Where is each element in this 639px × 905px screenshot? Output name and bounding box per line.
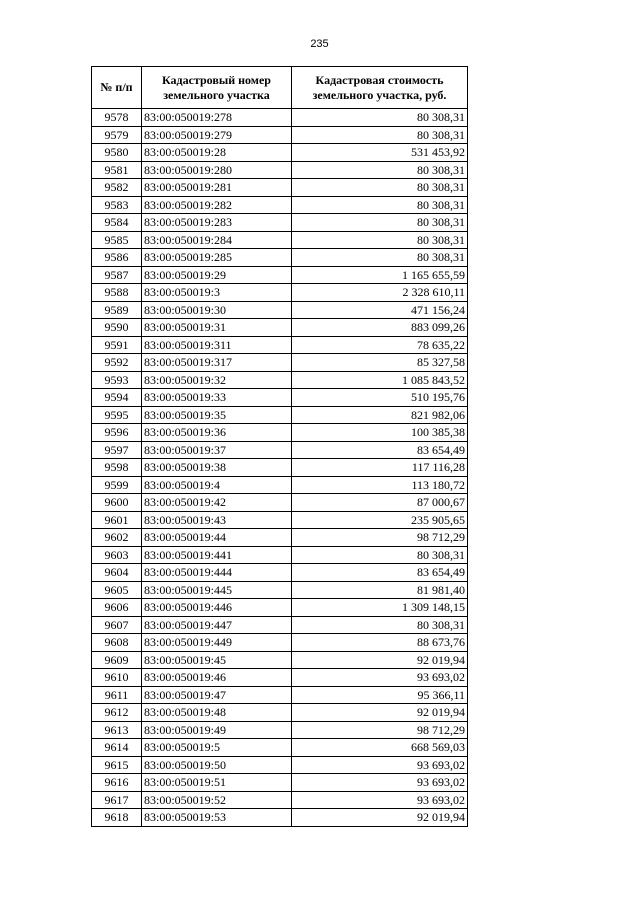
cadastral-number-cell: 83:00:050019:38 [142, 459, 292, 477]
cadastral-number-cell: 83:00:050019:47 [142, 686, 292, 704]
row-number-cell: 9608 [92, 634, 142, 652]
row-number-cell: 9616 [92, 774, 142, 792]
cadastral-value-cell: 80 308,31 [292, 109, 468, 127]
cadastral-number-cell: 83:00:050019:52 [142, 791, 292, 809]
cadastral-number-cell: 83:00:050019:317 [142, 354, 292, 372]
table-row [92, 266, 468, 284]
row-number-cell: 9590 [92, 319, 142, 337]
cadastral-value-cell: 83 654,49 [292, 441, 468, 459]
cadastral-number-cell: 83:00:050019:311 [142, 336, 292, 354]
table-row [92, 284, 468, 302]
cadastral-number-cell: 83:00:050019:445 [142, 581, 292, 599]
table-row [92, 791, 468, 809]
row-number-cell: 9599 [92, 476, 142, 494]
cadastral-value-cell: 510 195,76 [292, 389, 468, 407]
table-row [92, 616, 468, 634]
cadastral-value-cell: 93 693,02 [292, 791, 468, 809]
table-row [92, 214, 468, 232]
row-number-cell: 9586 [92, 249, 142, 267]
cadastral-value-cell: 2 328 610,11 [292, 284, 468, 302]
cadastral-number-cell: 83:00:050019:43 [142, 511, 292, 529]
cadastral-number-cell: 83:00:050019:446 [142, 599, 292, 617]
row-number-cell: 9592 [92, 354, 142, 372]
table-row [92, 371, 468, 389]
table-row [92, 721, 468, 739]
table-row [92, 441, 468, 459]
row-number-cell: 9613 [92, 721, 142, 739]
table-header-row [92, 67, 468, 109]
cadastral-value-cell: 80 308,31 [292, 196, 468, 214]
row-number-cell: 9606 [92, 599, 142, 617]
cadastral-number-cell: 83:00:050019:3 [142, 284, 292, 302]
header-cadastral-value: Кадастровая стоимость земельного участка, руб. [292, 67, 468, 109]
cadastral-value-cell: 92 019,94 [292, 809, 468, 827]
row-number-cell: 9598 [92, 459, 142, 477]
cadastral-value-cell: 92 019,94 [292, 704, 468, 722]
cadastral-value-cell: 98 712,29 [292, 721, 468, 739]
row-number-cell: 9600 [92, 494, 142, 512]
cadastral-value-table [91, 66, 468, 827]
row-number-cell: 9585 [92, 231, 142, 249]
cadastral-number-cell: 83:00:050019:37 [142, 441, 292, 459]
cadastral-value-cell: 80 308,31 [292, 126, 468, 144]
row-number-cell: 9605 [92, 581, 142, 599]
row-number-cell: 9587 [92, 266, 142, 284]
cadastral-value-cell: 80 308,31 [292, 231, 468, 249]
cadastral-number-cell: 83:00:050019:33 [142, 389, 292, 407]
cadastral-value-cell: 93 693,02 [292, 774, 468, 792]
cadastral-value-cell: 85 327,58 [292, 354, 468, 372]
table-row [92, 651, 468, 669]
cadastral-value-cell: 88 673,76 [292, 634, 468, 652]
table-body [92, 109, 468, 827]
cadastral-number-cell: 83:00:050019:31 [142, 319, 292, 337]
cadastral-value-cell: 471 156,24 [292, 301, 468, 319]
cadastral-value-cell: 92 019,94 [292, 651, 468, 669]
cadastral-value-cell: 80 308,31 [292, 214, 468, 232]
cadastral-value-cell: 93 693,02 [292, 669, 468, 687]
cadastral-number-cell: 83:00:050019:284 [142, 231, 292, 249]
table-row [92, 336, 468, 354]
cadastral-value-cell: 87 000,67 [292, 494, 468, 512]
cadastral-value-cell: 83 654,49 [292, 564, 468, 582]
row-number-cell: 9604 [92, 564, 142, 582]
table-row [92, 179, 468, 197]
cadastral-value-cell: 821 982,06 [292, 406, 468, 424]
table-row [92, 669, 468, 687]
cadastral-number-cell: 83:00:050019:48 [142, 704, 292, 722]
row-number-cell: 9602 [92, 529, 142, 547]
row-number-cell: 9588 [92, 284, 142, 302]
table-row [92, 476, 468, 494]
row-number-cell: 9583 [92, 196, 142, 214]
row-number-cell: 9609 [92, 651, 142, 669]
cadastral-number-cell: 83:00:050019:35 [142, 406, 292, 424]
row-number-cell: 9618 [92, 809, 142, 827]
table-row [92, 406, 468, 424]
row-number-cell: 9612 [92, 704, 142, 722]
cadastral-number-cell: 83:00:050019:278 [142, 109, 292, 127]
cadastral-value-cell: 1 165 655,59 [292, 266, 468, 284]
cadastral-value-cell: 235 905,65 [292, 511, 468, 529]
cadastral-number-cell: 83:00:050019:36 [142, 424, 292, 442]
cadastral-number-cell: 83:00:050019:449 [142, 634, 292, 652]
table-row [92, 809, 468, 827]
cadastral-value-cell: 80 308,31 [292, 616, 468, 634]
cadastral-number-cell: 83:00:050019:447 [142, 616, 292, 634]
cadastral-number-cell: 83:00:050019:32 [142, 371, 292, 389]
table-row [92, 389, 468, 407]
table-row [92, 354, 468, 372]
row-number-cell: 9615 [92, 756, 142, 774]
cadastral-value-cell: 98 712,29 [292, 529, 468, 547]
cadastral-number-cell: 83:00:050019:46 [142, 669, 292, 687]
cadastral-number-cell: 83:00:050019:42 [142, 494, 292, 512]
row-number-cell: 9595 [92, 406, 142, 424]
row-number-cell: 9578 [92, 109, 142, 127]
cadastral-value-cell: 80 308,31 [292, 179, 468, 197]
header-row-number: № п/п [92, 67, 142, 109]
cadastral-value-cell: 100 385,38 [292, 424, 468, 442]
row-number-cell: 9611 [92, 686, 142, 704]
cadastral-number-cell: 83:00:050019:4 [142, 476, 292, 494]
cadastral-value-cell: 1 309 148,15 [292, 599, 468, 617]
cadastral-number-cell: 83:00:050019:283 [142, 214, 292, 232]
table-row [92, 581, 468, 599]
table-row [92, 564, 468, 582]
table-row [92, 686, 468, 704]
row-number-cell: 9617 [92, 791, 142, 809]
table-row [92, 144, 468, 162]
table-row [92, 599, 468, 617]
cadastral-number-cell: 83:00:050019:51 [142, 774, 292, 792]
table-row [92, 196, 468, 214]
cadastral-number-cell: 83:00:050019:444 [142, 564, 292, 582]
table-row [92, 774, 468, 792]
table-row [92, 126, 468, 144]
row-number-cell: 9584 [92, 214, 142, 232]
cadastral-value-cell: 883 099,26 [292, 319, 468, 337]
table-row [92, 161, 468, 179]
cadastral-number-cell: 83:00:050019:285 [142, 249, 292, 267]
cadastral-number-cell: 83:00:050019:28 [142, 144, 292, 162]
row-number-cell: 9601 [92, 511, 142, 529]
table-row [92, 494, 468, 512]
table-row [92, 756, 468, 774]
cadastral-number-cell: 83:00:050019:280 [142, 161, 292, 179]
table-row [92, 301, 468, 319]
cadastral-number-cell: 83:00:050019:282 [142, 196, 292, 214]
row-number-cell: 9593 [92, 371, 142, 389]
table-row [92, 529, 468, 547]
table-row [92, 459, 468, 477]
cadastral-value-cell: 78 635,22 [292, 336, 468, 354]
page-number: 235 [310, 38, 329, 50]
cadastral-value-cell: 81 981,40 [292, 581, 468, 599]
cadastral-value-cell: 80 308,31 [292, 546, 468, 564]
row-number-cell: 9596 [92, 424, 142, 442]
cadastral-number-cell: 83:00:050019:45 [142, 651, 292, 669]
row-number-cell: 9589 [92, 301, 142, 319]
cadastral-number-cell: 83:00:050019:49 [142, 721, 292, 739]
cadastral-number-cell: 83:00:050019:5 [142, 739, 292, 757]
table-row [92, 739, 468, 757]
table-row [92, 231, 468, 249]
row-number-cell: 9607 [92, 616, 142, 634]
cadastral-number-cell: 83:00:050019:53 [142, 809, 292, 827]
row-number-cell: 9614 [92, 739, 142, 757]
table-row [92, 424, 468, 442]
row-number-cell: 9610 [92, 669, 142, 687]
table-row [92, 249, 468, 267]
row-number-cell: 9582 [92, 179, 142, 197]
cadastral-number-cell: 83:00:050019:44 [142, 529, 292, 547]
cadastral-value-cell: 80 308,31 [292, 161, 468, 179]
row-number-cell: 9579 [92, 126, 142, 144]
row-number-cell: 9580 [92, 144, 142, 162]
table-row [92, 511, 468, 529]
row-number-cell: 9594 [92, 389, 142, 407]
cadastral-value-cell: 531 453,92 [292, 144, 468, 162]
table-row [92, 109, 468, 127]
cadastral-value-cell: 1 085 843,52 [292, 371, 468, 389]
table-row [92, 546, 468, 564]
cadastral-number-cell: 83:00:050019:279 [142, 126, 292, 144]
cadastral-number-cell: 83:00:050019:50 [142, 756, 292, 774]
cadastral-number-cell: 83:00:050019:441 [142, 546, 292, 564]
cadastral-value-cell: 113 180,72 [292, 476, 468, 494]
header-cadastral-number: Кадастровый номер земельного участка [142, 67, 292, 109]
row-number-cell: 9603 [92, 546, 142, 564]
cadastral-value-cell: 80 308,31 [292, 249, 468, 267]
cadastral-number-cell: 83:00:050019:281 [142, 179, 292, 197]
table-row [92, 634, 468, 652]
cadastral-value-cell: 95 366,11 [292, 686, 468, 704]
row-number-cell: 9591 [92, 336, 142, 354]
table-row [92, 704, 468, 722]
cadastral-number-cell: 83:00:050019:29 [142, 266, 292, 284]
cadastral-value-cell: 668 569,03 [292, 739, 468, 757]
table-row [92, 319, 468, 337]
cadastral-value-cell: 93 693,02 [292, 756, 468, 774]
cadastral-number-cell: 83:00:050019:30 [142, 301, 292, 319]
cadastral-value-cell: 117 116,28 [292, 459, 468, 477]
row-number-cell: 9581 [92, 161, 142, 179]
row-number-cell: 9597 [92, 441, 142, 459]
